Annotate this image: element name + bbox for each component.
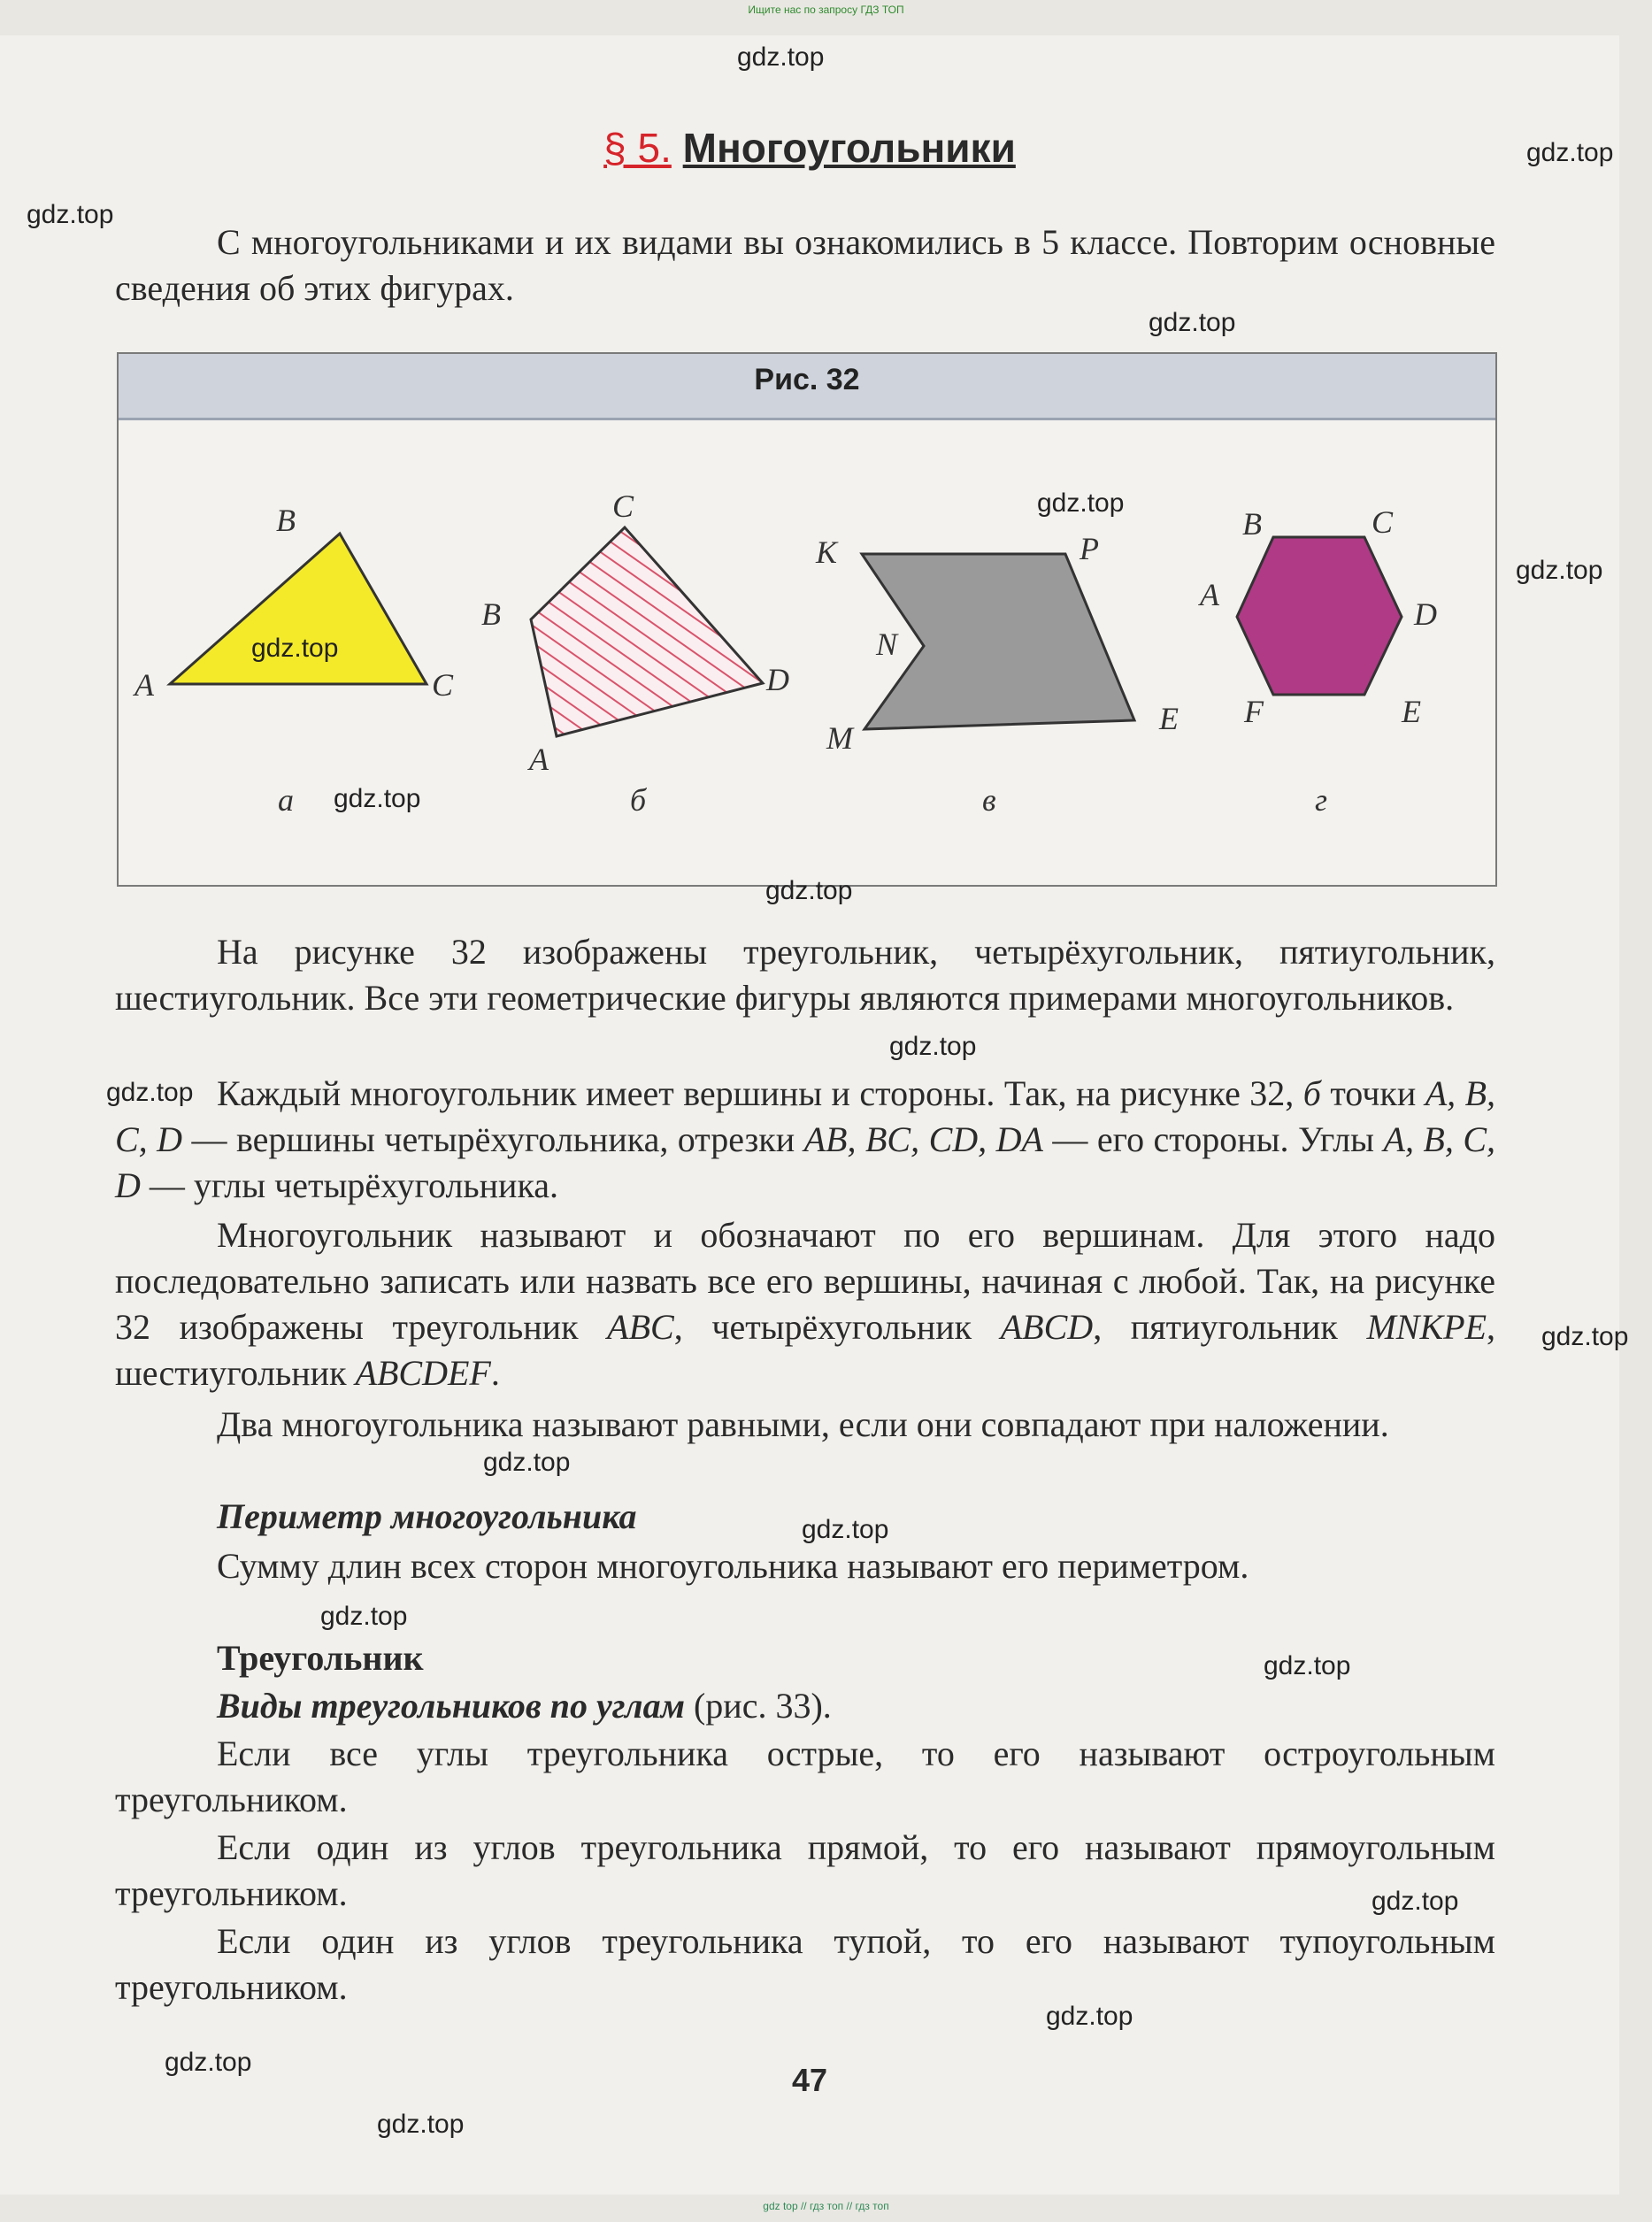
label-g-F: F bbox=[1244, 694, 1264, 729]
label-a-A: A bbox=[134, 667, 154, 703]
label-a-B: B bbox=[276, 503, 296, 538]
label-a-C: C bbox=[432, 667, 454, 703]
watermark: gdz.top bbox=[1149, 308, 1236, 337]
watermark: gdz.top bbox=[1541, 1322, 1629, 1351]
watermark: gdz.top bbox=[1264, 1651, 1351, 1680]
label-v-M: M bbox=[826, 720, 853, 756]
paragraph-5: Сумму длин всех сторон многоугольника называют его периметром. bbox=[217, 1546, 1249, 1586]
watermark: gdz.top bbox=[165, 2048, 252, 2077]
paragraph-6: Если все углы треугольника острые, то его называют остроугольным треугольником. bbox=[115, 1734, 1495, 1819]
label-v-K: K bbox=[816, 534, 838, 570]
watermark: gdz.top bbox=[889, 1032, 977, 1061]
angle-types-line bbox=[217, 1683, 832, 1729]
watermark: gdz.top bbox=[483, 1448, 571, 1477]
paragraph-7: Если один из углов треугольника прямой, то его называют прямоугольным треугольником. bbox=[115, 1827, 1495, 1913]
watermark: gdz.top bbox=[27, 200, 114, 229]
watermark: gdz.top bbox=[802, 1515, 889, 1544]
label-v-N: N bbox=[876, 627, 898, 662]
watermark: gdz.top bbox=[334, 784, 421, 813]
intro-paragraph: С многоугольниками и их видами вы ознакомились в 5 классе. Повторим основные сведения об этих фигурах. bbox=[115, 222, 1495, 308]
paragraph-2: Каждый многоугольник имеет вершины и стороны. Так, на рисунке 32, б точки A, B, C, D — вершины четырёхугольника, отрезки AB, BC, CD, DA — его стороны. Углы A, B, C, D — углы четырёхугольника. bbox=[115, 1073, 1496, 1205]
sub-caption-v: в bbox=[982, 782, 996, 818]
sub-caption-a: а bbox=[278, 782, 294, 818]
bottom-notice: gdz top // гдз топ // гдз топ bbox=[763, 2200, 889, 2212]
section-heading bbox=[0, 124, 1619, 172]
angle-types-heading: Виды треугольников по углам bbox=[217, 1686, 685, 1726]
label-g-B: B bbox=[1242, 506, 1262, 542]
sub-caption-g: г bbox=[1315, 782, 1328, 818]
watermark: gdz.top bbox=[765, 876, 853, 905]
paragraph-8: Если один из углов треугольника тупой, то его называют тупоугольным треугольником. bbox=[115, 1921, 1495, 2007]
watermark: gdz.top bbox=[1516, 556, 1603, 585]
label-b-C: C bbox=[612, 488, 634, 524]
page-number: 47 bbox=[791, 2062, 828, 2098]
paragraph-3: Многоугольник называют и обозначают по его вершинам. Для этого надо последовательно записать или назвать все его вершины, начиная с любой. Так, на рисунке 32 изображены треугольник ABC, четырёхугольник ABCD, пятиугольник MNKPE, шестиугольник ABCDEF. bbox=[115, 1215, 1496, 1393]
watermark: gdz.top bbox=[106, 1078, 194, 1107]
hexagon-abcdef bbox=[1237, 537, 1402, 695]
watermark: gdz.top bbox=[1526, 138, 1614, 167]
figure-32 bbox=[117, 352, 1497, 887]
angle-types-ref: (рис. 33). bbox=[693, 1686, 832, 1726]
paragraph-4: Два многоугольника называют равными, если они совпадают при наложении. bbox=[217, 1404, 1389, 1444]
label-v-E: E bbox=[1159, 701, 1179, 736]
watermark: gdz.top bbox=[737, 42, 825, 72]
watermark: gdz.top bbox=[377, 2110, 465, 2139]
top-notice: Ищите нас по запросу ГДЗ ТОП bbox=[748, 4, 904, 16]
triangle-heading: Треугольник bbox=[217, 1638, 424, 1678]
pentagon-mnkpe bbox=[862, 554, 1134, 729]
watermark: gdz.top bbox=[1037, 488, 1125, 518]
sub-caption-b: б bbox=[630, 782, 647, 818]
perimeter-heading: Периметр многоугольника bbox=[217, 1496, 637, 1536]
section-title: Многоугольники bbox=[682, 125, 1016, 171]
label-b-B: B bbox=[481, 596, 501, 632]
label-g-E: E bbox=[1402, 694, 1421, 729]
figure-drawing bbox=[119, 354, 1495, 885]
label-g-C: C bbox=[1372, 504, 1394, 540]
watermark: gdz.top bbox=[320, 1602, 408, 1631]
quadrilateral-abcd bbox=[531, 527, 763, 736]
watermark: gdz.top bbox=[1046, 2002, 1133, 2031]
label-g-D: D bbox=[1414, 596, 1437, 632]
paragraph-1: На рисунке 32 изображены треугольник, четырёхугольник, пятиугольник, шестиугольник. Все эти геометрические фигуры являются примерами многоугольников. bbox=[115, 932, 1495, 1018]
label-b-A: A bbox=[529, 742, 549, 777]
label-b-D: D bbox=[766, 662, 789, 697]
watermark: gdz.top bbox=[251, 634, 339, 663]
watermark: gdz.top bbox=[1372, 1887, 1459, 1916]
label-g-A: A bbox=[1200, 577, 1219, 612]
section-number: § 5. bbox=[603, 125, 672, 171]
figure-caption: Рис. 32 bbox=[754, 363, 860, 396]
label-v-P: P bbox=[1080, 531, 1099, 566]
